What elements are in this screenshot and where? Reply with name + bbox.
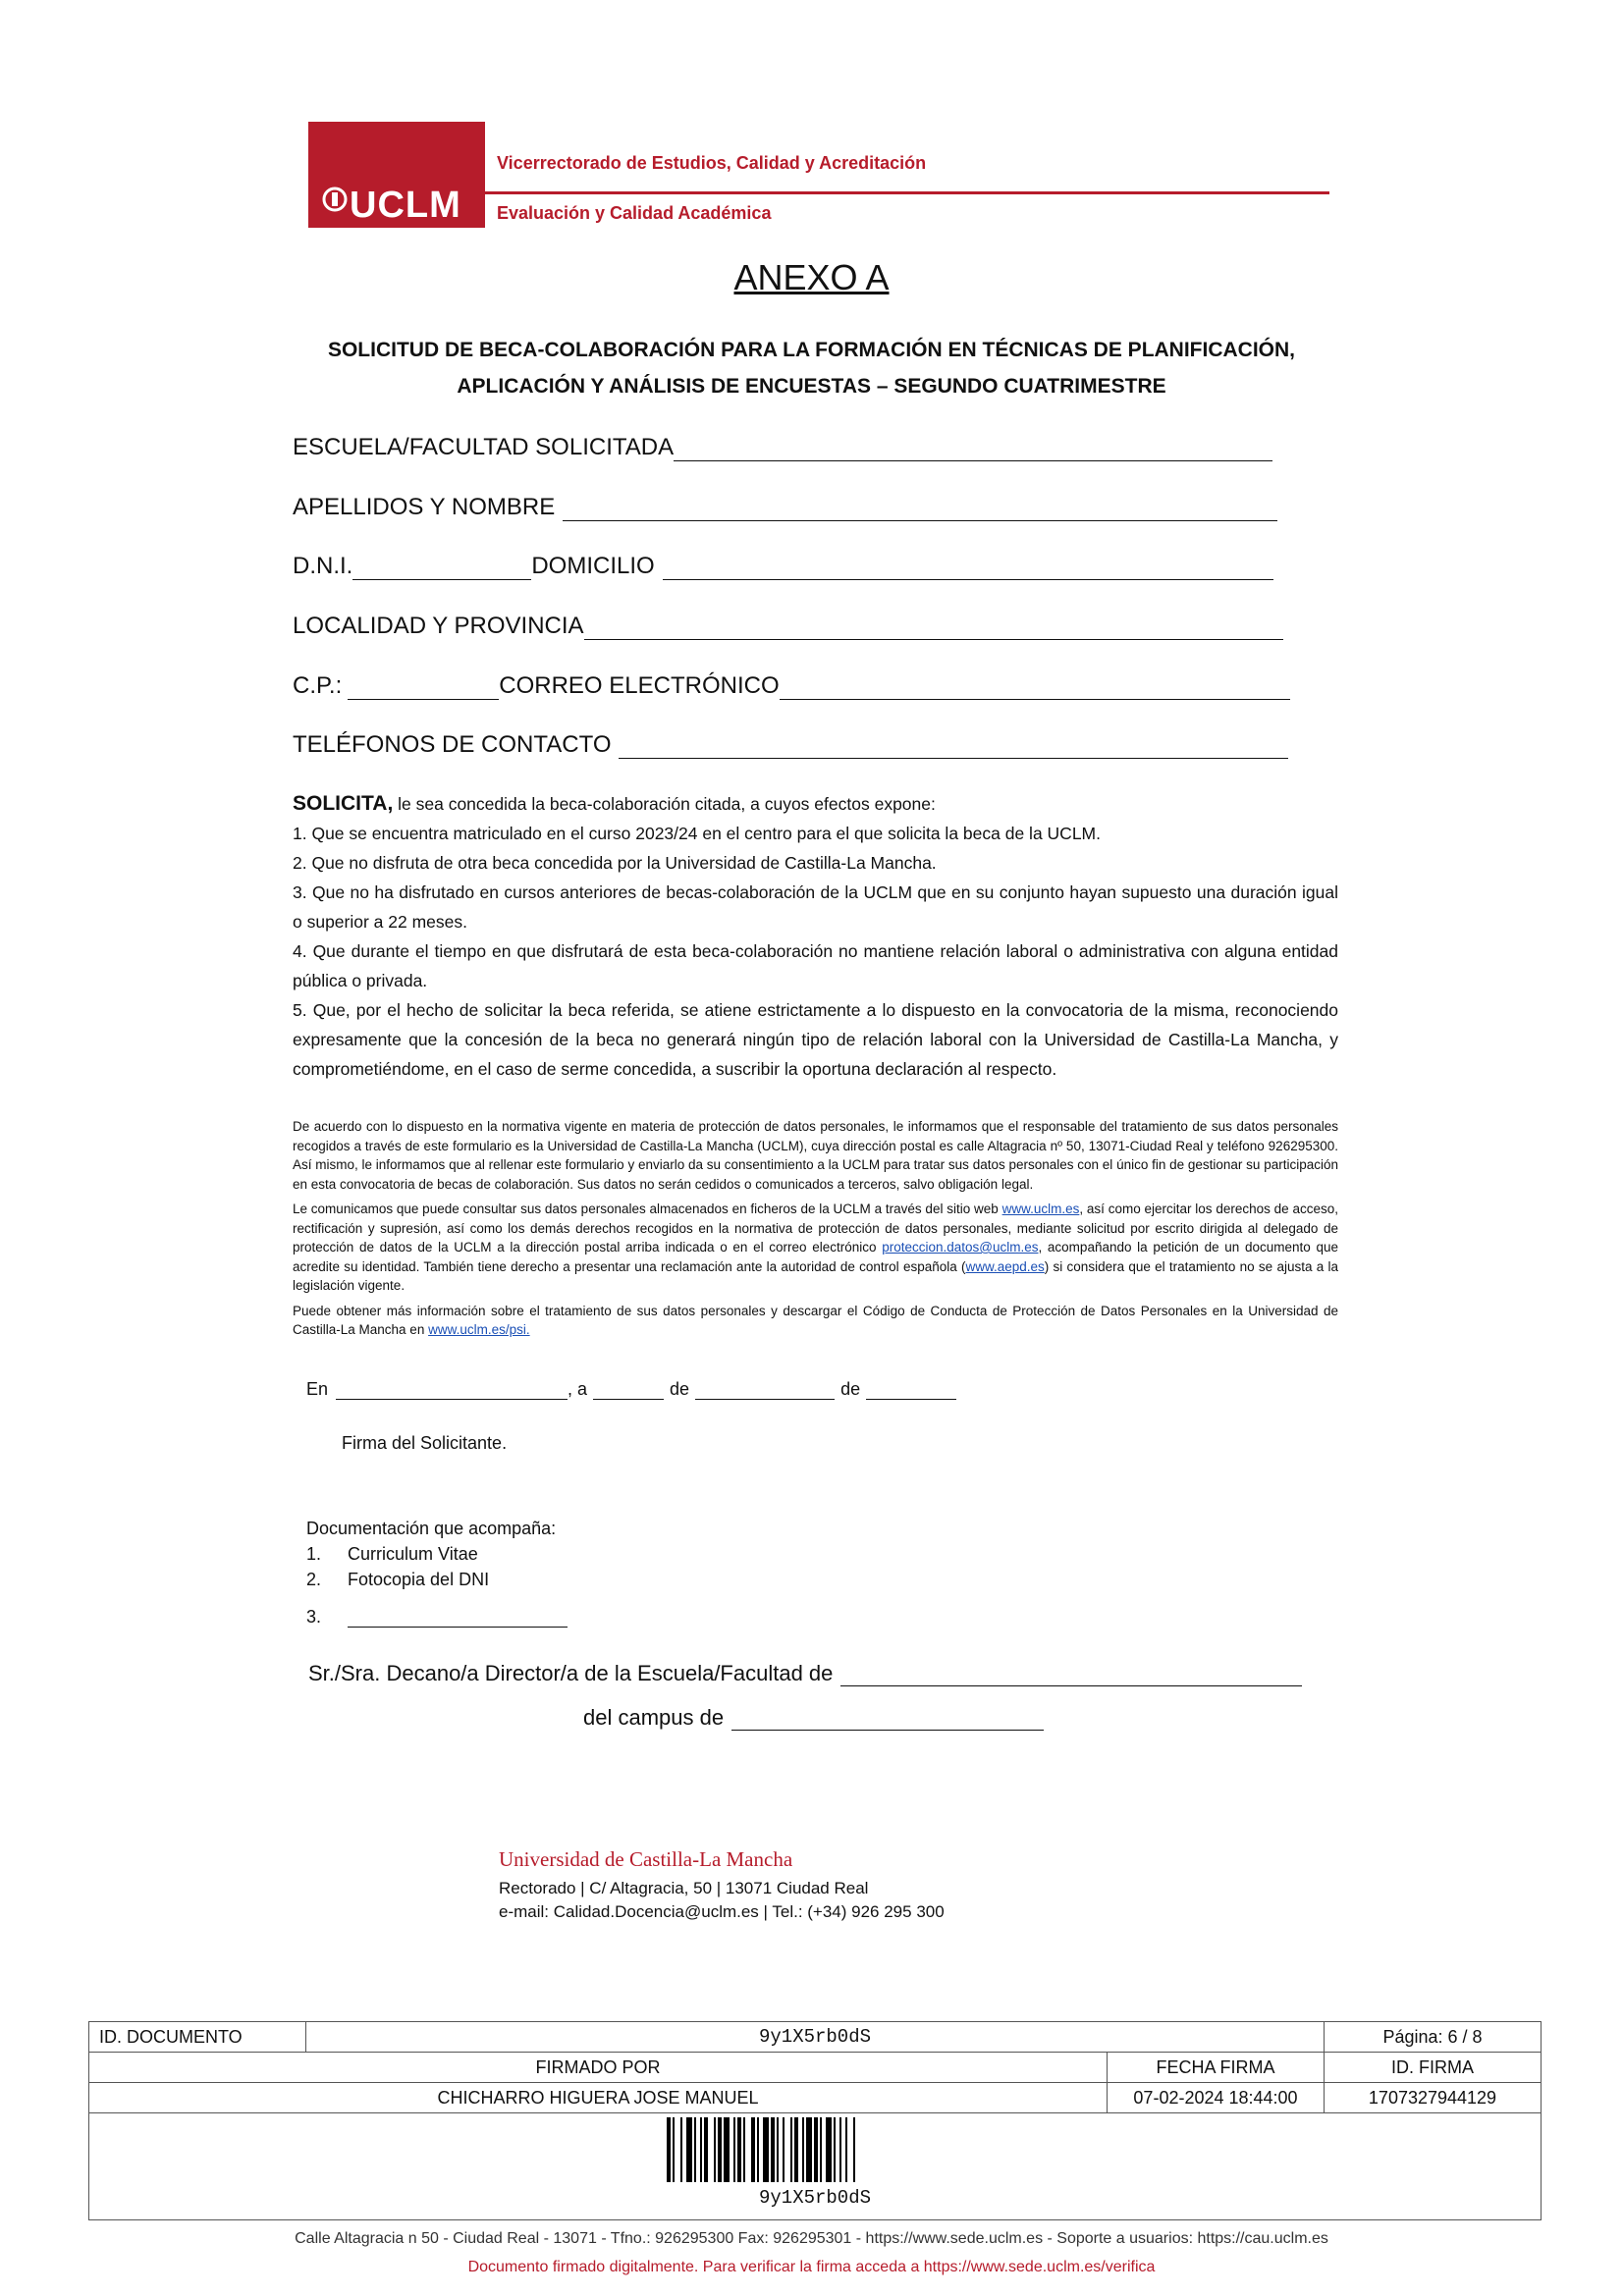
proteccion-datos-link[interactable]: proteccion.datos@uclm.es xyxy=(882,1240,1039,1255)
aepd-link[interactable]: www.aepd.es xyxy=(965,1258,1045,1274)
area-heading: Evaluación y Calidad Académica xyxy=(497,203,772,223)
firmante-name: CHICHARRO HIGUERA JOSE MANUEL xyxy=(89,2083,1108,2113)
dni-field[interactable] xyxy=(352,554,531,580)
form-row-telefonos xyxy=(293,729,1288,759)
escuela-destino-field[interactable] xyxy=(840,1664,1302,1686)
uclm-web-link[interactable]: www.uclm.es xyxy=(1001,1201,1080,1216)
id-firma-label: ID. FIRMA xyxy=(1325,2053,1542,2083)
escuela-field[interactable] xyxy=(674,435,1272,461)
campus-field[interactable] xyxy=(731,1708,1044,1731)
item-text: Fotocopia del DNI xyxy=(348,1570,490,1589)
firmado-por-label: FIRMADO POR xyxy=(89,2053,1108,2083)
privacy-paragraph-2 xyxy=(293,1200,1338,1296)
solicita-intro xyxy=(293,789,1338,819)
solicita-item: 5. Que, por el hecho de solicitar la beca referida, se atiene estrictamente a lo dispuesto en la convocatoria de la misma, reconociendo expresamente que la concesión de la beca no generará ningún tipo de relación laboral con la Universidad de Castilla-La Mancha, y comprometiéndome, en el caso de serme concedida, a suscribir la oportuna declaración al respecto. xyxy=(293,1000,1338,1079)
item-text: Curriculum Vitae xyxy=(348,1544,478,1564)
header-rule xyxy=(485,191,1329,194)
item-number: 2. xyxy=(306,1570,322,1589)
date-de-label: de xyxy=(670,1379,690,1399)
form-row-localidad xyxy=(293,611,1283,640)
id-documento-value: 9y1X5rb0dS xyxy=(306,2022,1325,2053)
solicita-block xyxy=(293,789,1338,1084)
firma-label: Firma del Solicitante. xyxy=(342,1433,508,1453)
documentacion-item xyxy=(306,1570,490,1590)
solicita-item: 4. Que durante el tiempo en que disfrutará de esta beca-colaboración no mantiene relación laboral o administrativa con alguna entidad pública o privada. xyxy=(293,941,1338,990)
solicita-intro-text: le sea concedida la beca-colaboración citada, a cuyos efectos expone: xyxy=(393,794,936,814)
telefonos-label: TELÉFONOS DE CONTACTO xyxy=(293,731,612,758)
apellidos-field[interactable] xyxy=(563,495,1277,521)
logo-text: UCLM xyxy=(350,185,461,226)
item-number: 3. xyxy=(306,1607,322,1627)
solicita-item: 2. Que no disfruta de otra beca concedida por la Universidad de Castilla-La Mancha. xyxy=(293,853,937,873)
solicita-item: 3. Que no ha disfrutado en cursos anteriores de becas-colaboración de la UCLM que en su conjunto hayan supuesto una duración igual o superior a 22 meses. xyxy=(293,882,1338,932)
documentacion-item xyxy=(306,1607,568,1628)
university-contact: e-mail: Calidad.Docencia@uclm.es | Tel.: (+34) 926 295 300 xyxy=(499,1902,945,1921)
date-en-label: En xyxy=(306,1379,329,1399)
privacy-text: Puede obtener más información sobre el tratamiento de sus datos personales y descargar el Código de Conducta de Protección de Datos Personales en la Universidad de Castilla-La Mancha en xyxy=(293,1303,1338,1337)
barcode-icon xyxy=(663,2117,967,2182)
signature-table xyxy=(88,2021,1542,2220)
form-row-cp xyxy=(293,670,1290,700)
telefonos-field[interactable] xyxy=(619,732,1288,759)
form-row-dni xyxy=(293,551,1273,580)
privacy-text: , así como ejercitar los derechos de acceso, rectificación y supresión, así como los demás derechos recogidos en la normativa de protección de datos personales, mediante solicitud por escrito dirigida al delegado de protección de datos de la UCLM a la dirección postal arriba indicada o en el correo electrónico xyxy=(293,1201,1338,1255)
date-a-label: , a xyxy=(568,1379,588,1399)
date-line xyxy=(306,1379,956,1400)
university-address: Rectorado | C/ Altagracia, 50 | 13071 Ciudad Real xyxy=(499,1879,869,1897)
addressee-line-2 xyxy=(583,1705,1044,1731)
uclm-emblem-icon xyxy=(322,187,348,212)
privacy-notice xyxy=(293,1117,1338,1340)
table-row xyxy=(89,2053,1542,2083)
correo-field[interactable] xyxy=(780,673,1290,700)
documentacion-item xyxy=(306,1544,478,1565)
place-field[interactable] xyxy=(336,1379,568,1400)
month-field[interactable] xyxy=(695,1379,835,1400)
campus-text: del campus de xyxy=(583,1705,725,1730)
form-row-apellidos xyxy=(293,492,1277,521)
addressee-text: Sr./Sra. Decano/a Director/a de la Escuela/Facultad de xyxy=(308,1661,834,1685)
privacy-text: Le comunicamos que puede consultar sus datos personales almacenados en ficheros de la UCLM a través del sitio web xyxy=(293,1201,1002,1216)
subtitle-line-1: SOLICITUD DE BECA-COLABORACIÓN PARA LA FORMACIÓN EN TÉCNICAS DE PLANIFICACIÓN, xyxy=(327,339,1296,361)
table-row xyxy=(89,2022,1542,2053)
fecha-firma-value: 07-02-2024 18:44:00 xyxy=(1108,2083,1325,2113)
other-document-field[interactable] xyxy=(348,1607,568,1628)
footer-address: Calle Altagracia n 50 - Ciudad Real - 13071 - Tfno.: 926295300 Fax: 926295301 - https://www.sede.uclm.es - Soporte a usuarios: https://cau.uclm.es xyxy=(295,2230,1328,2247)
table-row xyxy=(89,2083,1542,2113)
cp-label: C.P.: xyxy=(293,672,343,699)
vicerrectorado-heading: Vicerrectorado de Estudios, Calidad y Acreditación xyxy=(497,153,927,173)
escuela-label: ESCUELA/FACULTAD SOLICITADA xyxy=(293,434,675,460)
privacy-paragraph-3 xyxy=(293,1302,1338,1340)
privacy-paragraph-1: De acuerdo con lo dispuesto en la normativa vigente en materia de protección de datos personales, le informamos que el responsable del tratamiento de sus datos personales recogidos a través de este formulario es la Universidad de Castilla-La Mancha (UCLM), cuya dirección postal es calle Altagracia nº 50, 13071-Ciudad Real y teléfono 926295300. Así mismo, le informamos que al rellenar este formulario y enviarlo da su consentimiento a la UCLM para tratar sus datos personales con el único fin de gestionar su participación en esta convocatoria de becas de colaboración. Sus datos no serán cedidos o comunicados a terceros, salvo obligación legal. xyxy=(293,1119,1338,1192)
id-documento-label: ID. DOCUMENTO xyxy=(89,2022,306,2053)
correo-label: CORREO ELECTRÓNICO xyxy=(499,672,780,699)
solicita-lead: SOLICITA, xyxy=(293,792,394,815)
year-field[interactable] xyxy=(866,1379,956,1400)
university-name: Universidad de Castilla-La Mancha xyxy=(499,1847,793,1871)
page-title: ANEXO A xyxy=(733,257,890,297)
documentacion-heading: Documentación que acompaña: xyxy=(306,1519,557,1538)
dni-label: D.N.I. xyxy=(293,553,353,579)
item-number: 1. xyxy=(306,1544,322,1564)
privacy-text: ) si considera que el tratamiento no se ajusta a la legislación vigente. xyxy=(293,1258,1338,1293)
addressee-line-1 xyxy=(308,1661,1302,1686)
page-indicator: Página: 6 / 8 xyxy=(1325,2022,1542,2053)
form-row-escuela xyxy=(293,432,1272,461)
footer-verification: Documento firmado digitalmente. Para verificar la firma acceda a https://www.sede.uclm.es/verifica xyxy=(467,2259,1156,2275)
privacy-text: , acompañando la petición de un documento que acredite su identidad. También tiene derecho a presentar una reclamación ante la autoridad de control española ( xyxy=(293,1240,1338,1274)
date-de-label-2: de xyxy=(840,1379,861,1399)
domicilio-field[interactable] xyxy=(663,554,1273,580)
cp-field[interactable] xyxy=(348,673,499,700)
localidad-field[interactable] xyxy=(584,614,1283,640)
psi-link[interactable]: www.uclm.es/psi. xyxy=(428,1322,530,1337)
apellidos-label: APELLIDOS Y NOMBRE xyxy=(293,494,556,520)
day-field[interactable] xyxy=(593,1379,664,1400)
table-row xyxy=(89,2113,1542,2220)
document-subtitle xyxy=(245,332,1378,404)
barcode-text: 9y1X5rb0dS xyxy=(758,2187,872,2209)
fecha-firma-label: FECHA FIRMA xyxy=(1108,2053,1325,2083)
uclm-logo xyxy=(308,122,485,228)
barcode-cell xyxy=(89,2113,1542,2220)
localidad-label: LOCALIDAD Y PROVINCIA xyxy=(293,613,584,639)
domicilio-label: DOMICILIO xyxy=(531,553,655,579)
subtitle-line-2: APLICACIÓN Y ANÁLISIS DE ENCUESTAS – SEGUNDO CUATRIMESTRE xyxy=(457,375,1166,398)
solicita-item: 1. Que se encuentra matriculado en el curso 2023/24 en el centro para el que solicita la beca de la UCLM. xyxy=(293,824,1101,843)
id-firma-value: 1707327944129 xyxy=(1325,2083,1542,2113)
